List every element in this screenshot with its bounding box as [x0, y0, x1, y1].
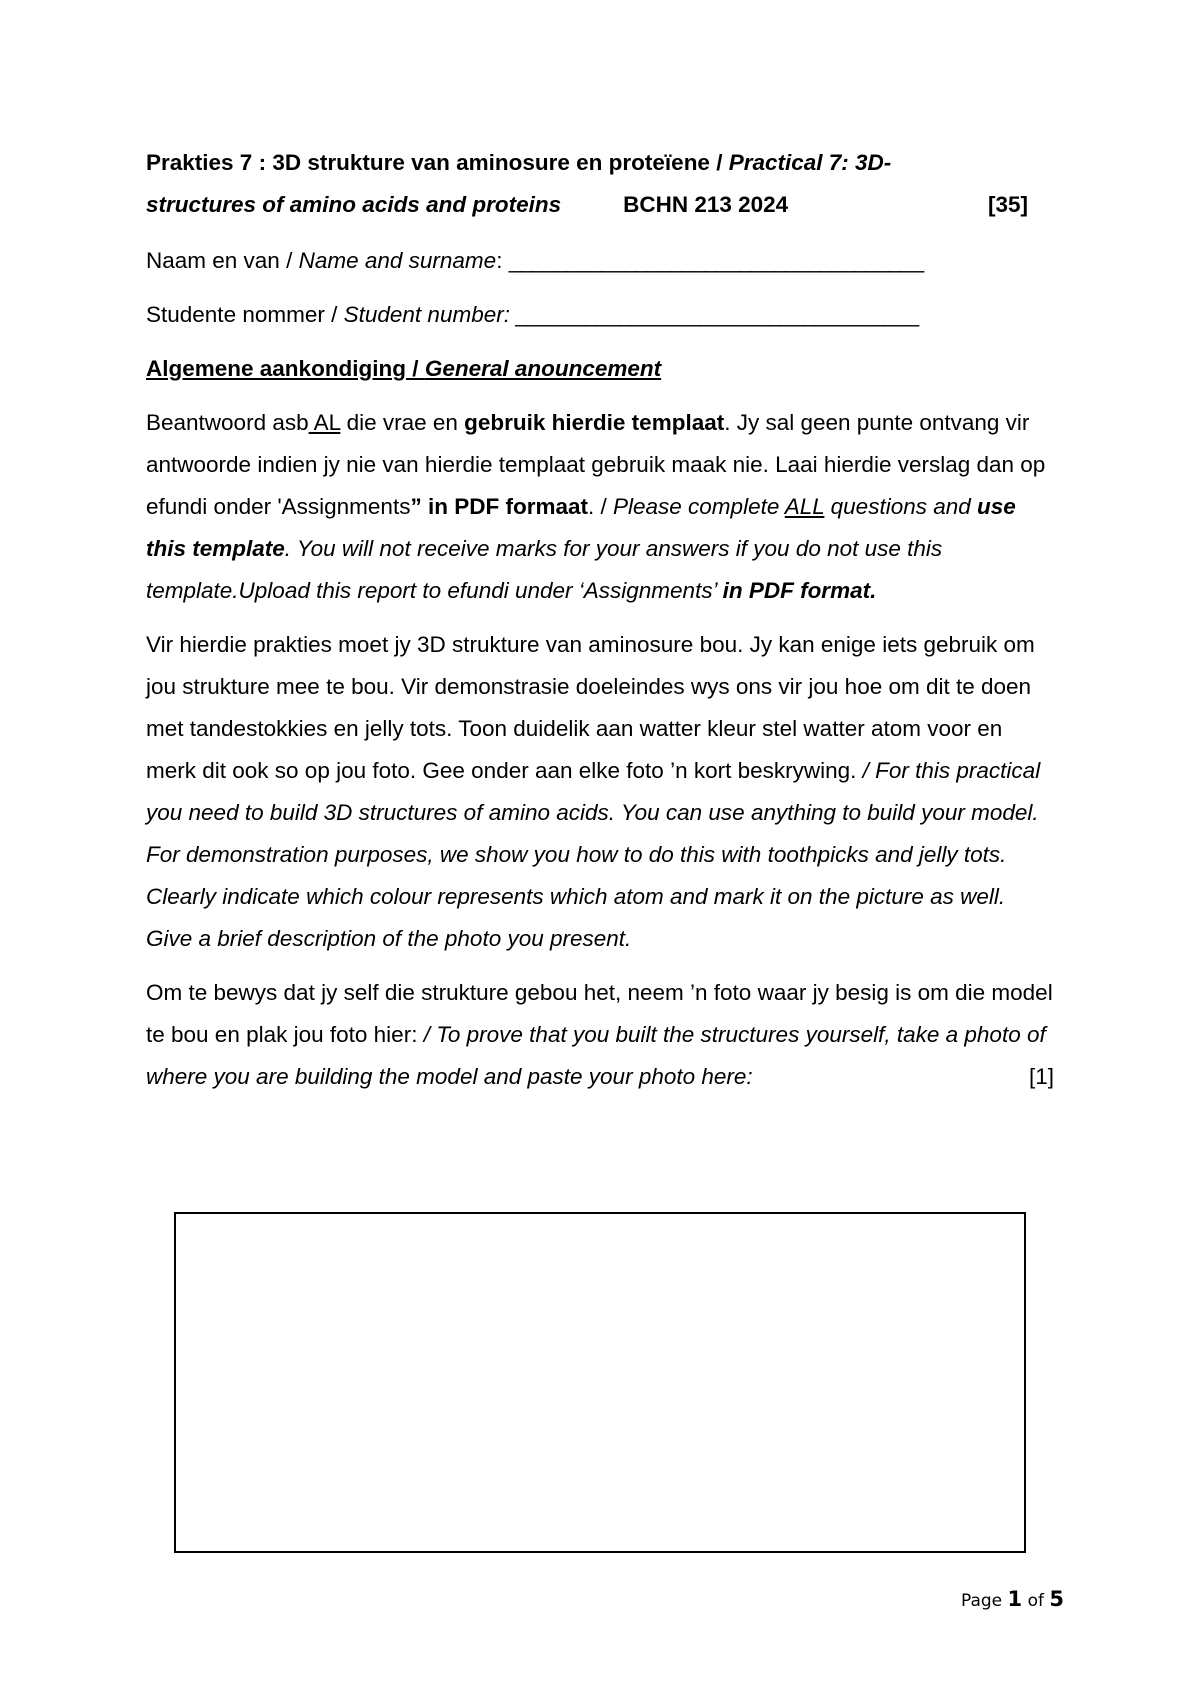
intro-af: Vir hierdie prakties moet jy 3D strukture van aminosure bou. Jy kan enige iets gebruik om jou strukture mee te bou. Vir demonstrasie doeleindes wys ons vir jou hoe om dit te doen met tandestokkies en jelly tots. Toon duidelik aan watter kleur stel watter atom voor en merk dit ook so op jou foto. Gee onder aan elke foto ’n kort beskrywing.: [146, 632, 1035, 783]
p1-bold-pdf-af: ” in PDF formaat: [410, 494, 588, 519]
title-afrikaans: Prakties 7 : 3D strukture van aminosure en proteïene /: [146, 150, 723, 175]
page-number: 1: [1007, 1587, 1023, 1611]
p1-all-en: ALL: [784, 494, 825, 519]
p1-all-af: AL: [308, 410, 341, 435]
q1-af: Om te bewys dat jy self die strukture gebou het, neem ’n foto waar jy besig is om die model te bou en plak jou foto hier:: [146, 980, 1053, 1047]
name-colon: :: [496, 248, 509, 273]
total-marks: [35]: [987, 192, 1028, 217]
title-line-1: [146, 142, 1054, 184]
q1-en: / To prove that you built the structures yourself, take a photo of where you are building the model and paste your photo here:: [146, 1022, 1046, 1089]
of-label: of: [1022, 1591, 1050, 1611]
photo-answer-box[interactable]: [174, 1212, 1026, 1553]
name-label-en: Name and surname: [298, 248, 497, 273]
intro-paragraph: [146, 624, 1054, 960]
announcement-heading: [146, 348, 1054, 390]
title-english-part2: structures of amino acids and proteins: [146, 192, 562, 217]
heading-af: Algemene aankondiging /: [146, 356, 419, 381]
name-blank-line[interactable]: ____________________________________: [508, 248, 924, 273]
p1-f: questions and: [824, 494, 978, 519]
student-blank-line[interactable]: ___________________________________: [509, 302, 919, 327]
p1-a: Beantwoord asb: [146, 410, 309, 435]
p1-bold-pdf-en: in PDF format.: [722, 578, 877, 603]
document-title: [146, 142, 1054, 226]
announcement-paragraph: [146, 402, 1054, 612]
student-label-en: Student number:: [343, 302, 510, 327]
student-label-af: Studente nommer /: [146, 302, 344, 327]
name-label-af: Naam en van /: [146, 248, 299, 273]
p1-c: . Jy sal geen punte ontvang vir antwoorde indien jy nie van hierdie templaat gebruik maak nie. Laai hierdie verslag dan op efundi onder 'Assignments: [146, 410, 1046, 519]
question-1: [146, 972, 1054, 1098]
course-code: BCHN 213 2024: [623, 192, 789, 217]
p1-bold-use-template: use this template: [146, 494, 1016, 561]
p1-b: die vrae en: [340, 410, 465, 435]
title-line-2: [146, 184, 1054, 226]
p1-g: . You will not receive marks for your answers if you do not use this template.Upload this report to efundi under ‘Assignments’: [146, 536, 943, 603]
student-number-field: [146, 294, 1054, 336]
heading-en: General anouncement: [424, 356, 662, 381]
total-pages: 5: [1049, 1587, 1064, 1611]
page-label: Page: [960, 1591, 1008, 1611]
p1-d: . /: [587, 494, 613, 519]
page-footer: [961, 1584, 1064, 1616]
intro-en: / For this practical you need to build 3D structures of amino acids. You can use anything to build your model. For demonstration purposes, we show you how to do this with toothpicks and jelly tots. Clearly indicate which colour represents which atom and mark it on the picture as well. Give a brief description of the photo you present.: [146, 758, 1041, 951]
q1-marks: [1]: [1028, 1064, 1054, 1089]
p1-bold-template: gebruik hierdie templaat: [464, 410, 725, 435]
name-field: [146, 240, 1054, 282]
title-english-part1: Practical 7: 3D-: [728, 150, 892, 175]
p1-e: Please complete: [613, 494, 785, 519]
page-content: [146, 142, 1054, 1110]
